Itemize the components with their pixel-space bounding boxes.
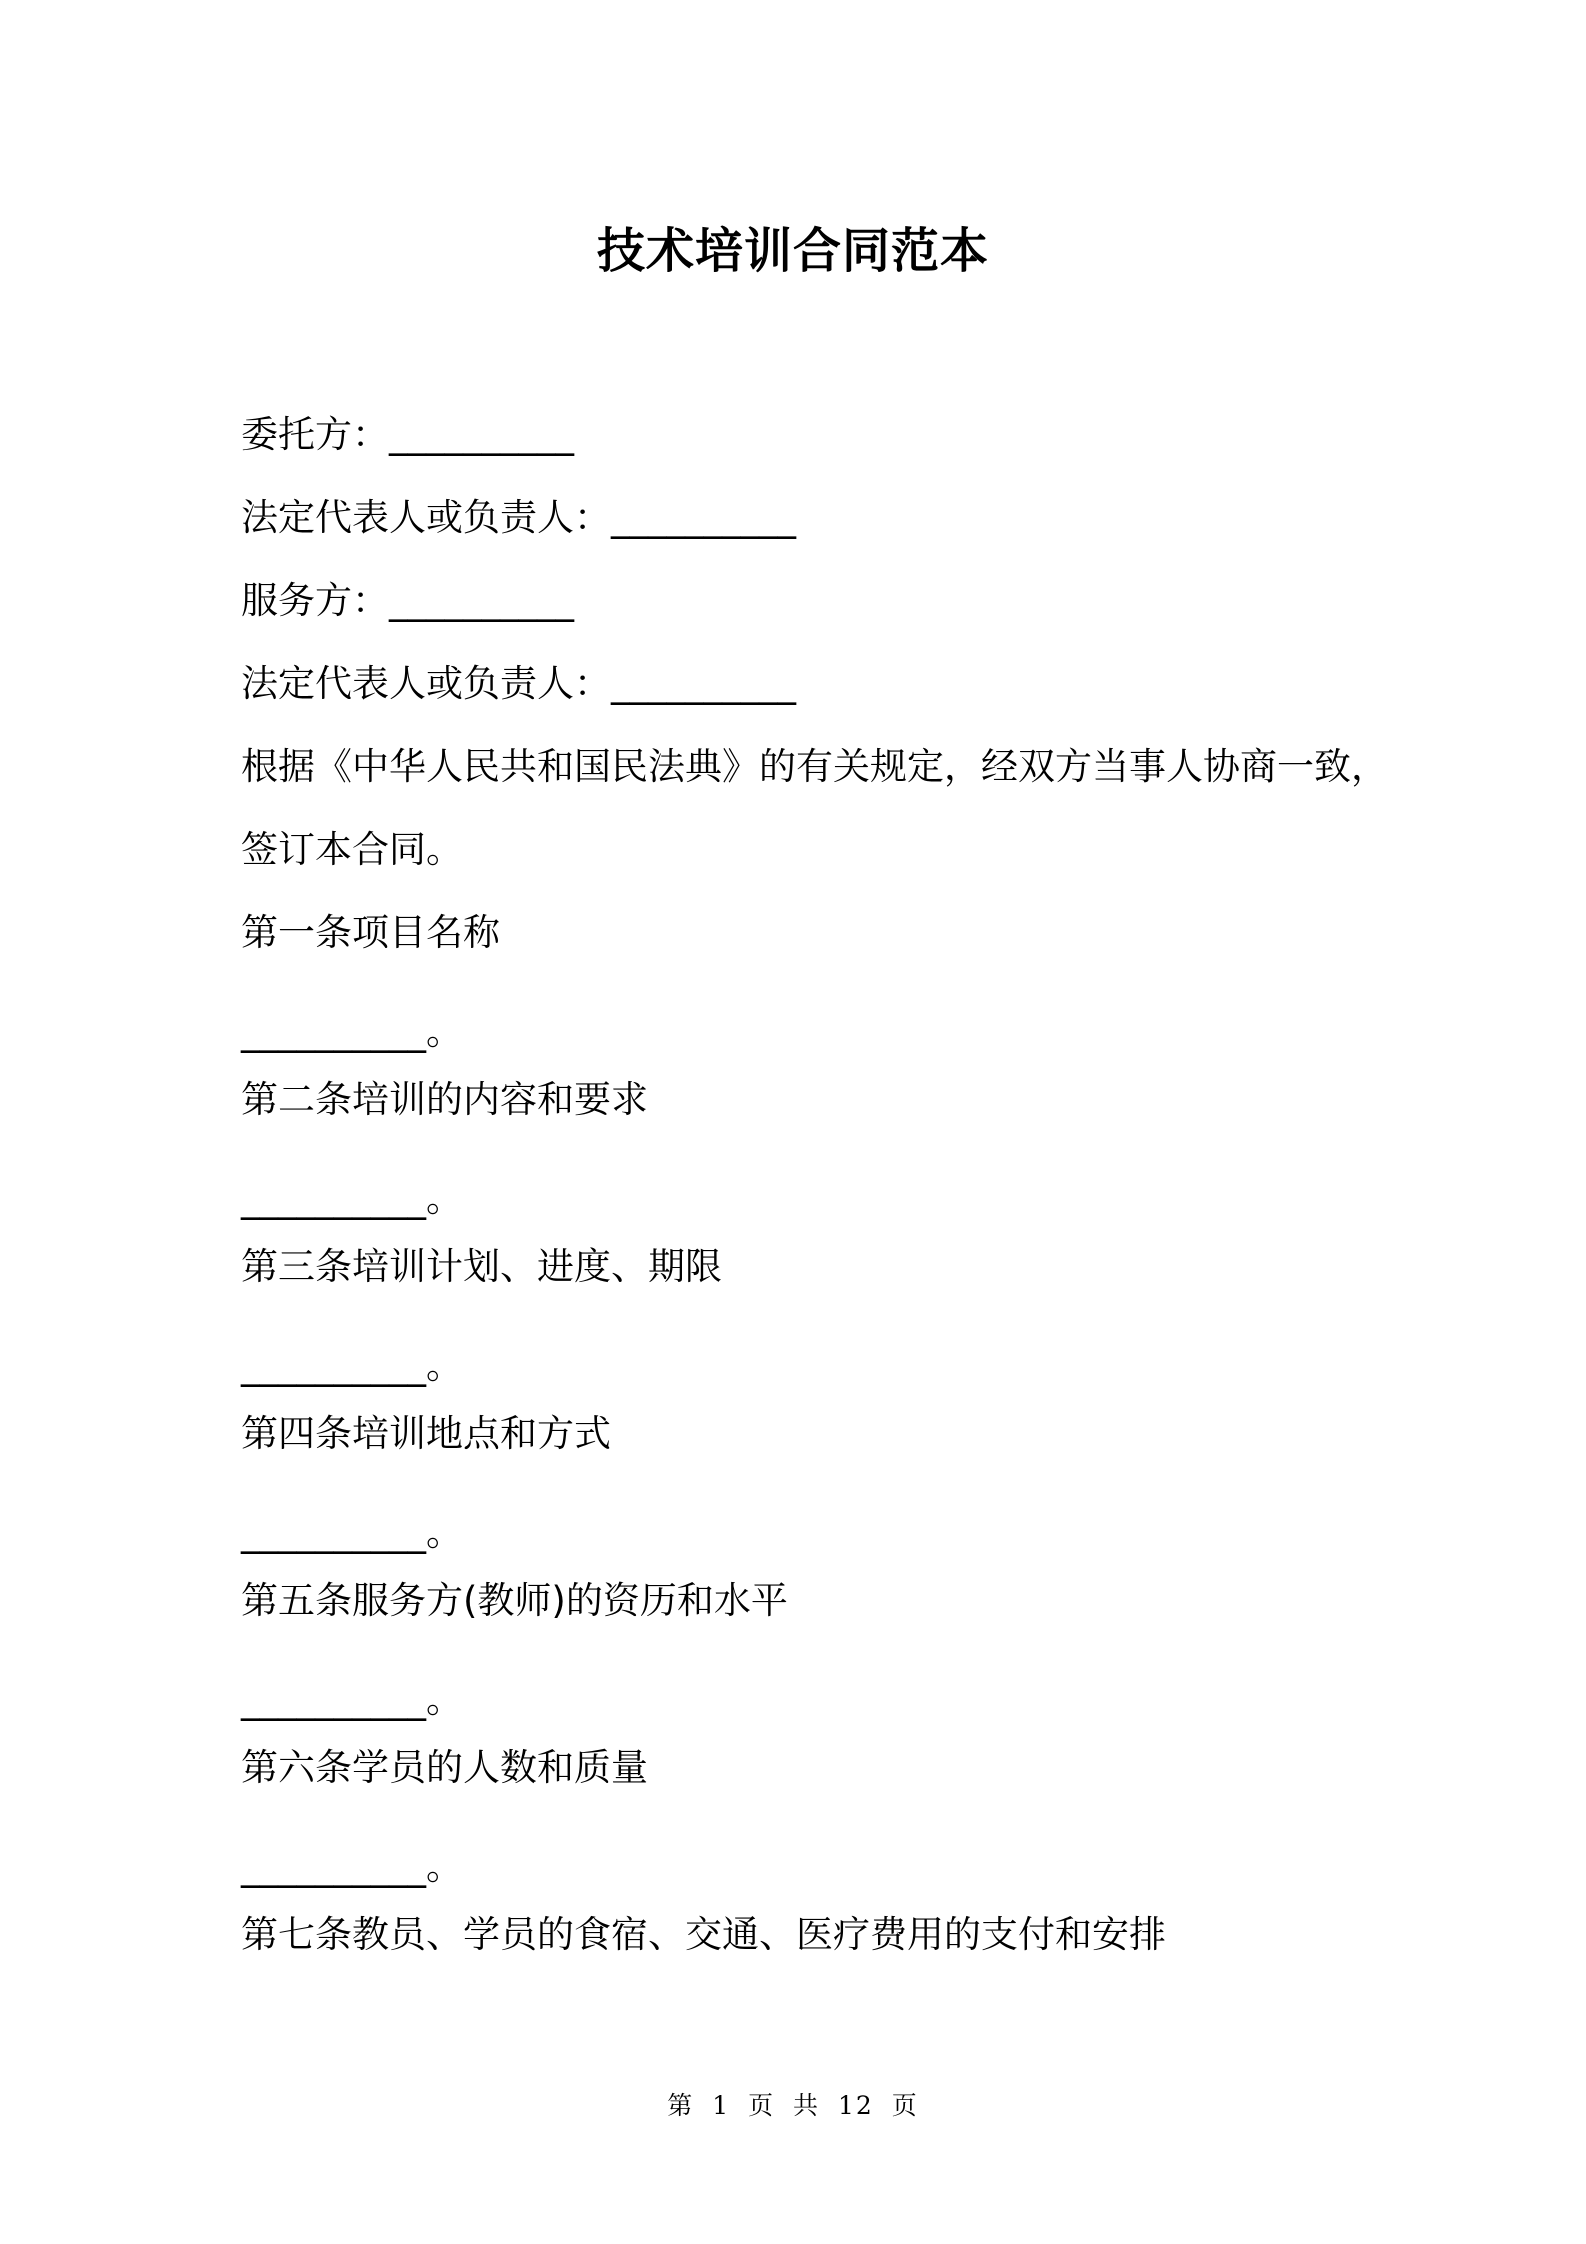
article-2-heading: 第二条培训的内容和要求	[241, 1078, 648, 1121]
article-4-heading: 第四条培训地点和方式	[241, 1412, 611, 1455]
article-2-blank: __________。	[241, 1177, 463, 1220]
article-7-heading: 第七条教员、学员的食宿、交通、医疗费用的支付和安排	[241, 1913, 1166, 1956]
article-6-heading: 第六条学员的人数和质量	[241, 1746, 648, 1789]
provider-representative-line: 法定代表人或负责人：__________	[241, 662, 796, 705]
article-4-blank: __________。	[241, 1511, 463, 1554]
article-3-heading: 第三条培训计划、进度、期限	[241, 1245, 722, 1288]
preamble-line-1: 根据《中华人民共和国民法典》的有关规定，经双方当事人协商一致，	[241, 745, 1388, 788]
provider-line: 服务方：__________	[241, 579, 574, 622]
article-5-heading: 第五条服务方(教师)的资历和水平	[241, 1579, 788, 1622]
article-3-blank: __________。	[241, 1344, 463, 1387]
article-1-blank: __________。	[241, 1010, 463, 1053]
document-title: 技术培训合同范本	[596, 223, 989, 279]
page-footer: 第 1 页 共 12 页	[667, 2091, 919, 2120]
client-representative-line: 法定代表人或负责人：__________	[241, 496, 796, 539]
article-1-heading: 第一条项目名称	[241, 911, 500, 954]
client-line: 委托方：__________	[241, 413, 574, 456]
article-5-blank: __________。	[241, 1678, 463, 1721]
preamble-line-2: 签订本合同。	[241, 828, 463, 871]
article-6-blank: __________。	[241, 1845, 463, 1888]
